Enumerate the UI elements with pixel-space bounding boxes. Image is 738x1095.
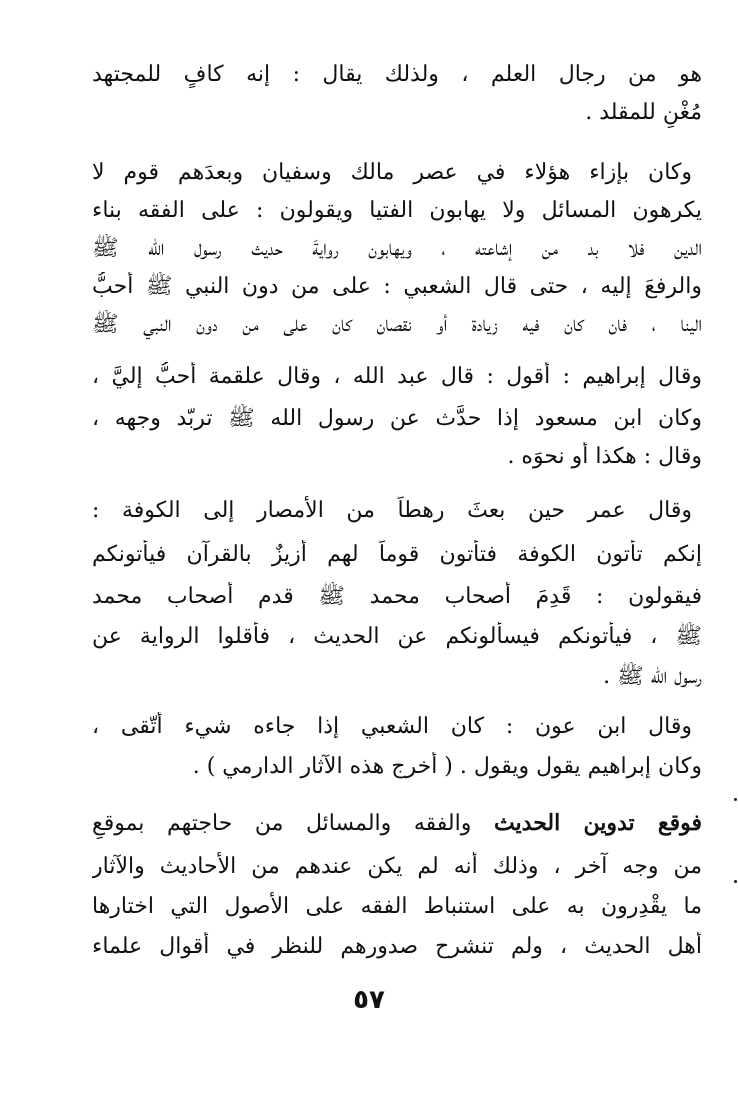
text-line: ما يقْدِرون به على استنباط الفقه على الأصول التي اختارها — [92, 894, 702, 919]
text-line: هو من رجال العلم ، ولذلك يقال : إنه كافٍ للمجتهد — [92, 62, 702, 87]
text-line: الينا ، فان كان فيه زيادة أو نقصان كان على من دون النبي ﷺ — [92, 312, 702, 337]
text-line: إنكم تأتون الكوفة فتأتون قوماً لهم أزيزٌ بالقرآن فيأتونكم — [92, 542, 702, 567]
text-span: والفقه والمسائل من حاجتهم بموقعٍ — [92, 811, 494, 836]
text-line: رسول الله ﷺ . — [603, 664, 702, 689]
text-line: وقال عمر حين بعثَ رهطاً من الأمصار إلى الكوفة : — [92, 498, 692, 523]
scan-speck — [734, 798, 737, 801]
text-line: وكان ابن مسعود إذا حدَّث عن رسول الله ﷺ تربّد وجهه ، — [92, 406, 702, 431]
text-line: من وجه آخر ، وذلك أنه لم يكن عندهم من الأحاديث والآثار — [92, 854, 702, 879]
text-line: وقال : هكذا أو نحوَه . — [507, 444, 702, 469]
text-line: وقال إبراهيم : أقول : قال عبد الله ، وقال علقمة أحبُّ إليَّ ، — [92, 364, 702, 389]
scan-speck — [734, 880, 737, 883]
text-line: وكان بإزاء هؤلاء في عصر مالك وسفيان وبعدَهم قوم لا — [92, 160, 692, 185]
page-number: ٥٧ — [353, 985, 385, 1015]
text-line — [92, 808, 702, 839]
text-line: وكان إبراهيم يقول ويقول . ( أخرج هذه الآثار الدارمي ) . — [192, 754, 702, 779]
text-line: فيقولون : قَدِمَ أصحاب محمد ﷺ قدم أصحاب محمد — [92, 584, 702, 609]
text-line: مُغْنٍ للمقلد . — [585, 100, 702, 125]
text-line: ﷺ ، فيأتونكم فيسألونكم عن الحديث ، فأقلوا الرواية عن — [92, 624, 702, 649]
bold-lead-phrase: فوقع تدوين الحديث — [493, 810, 702, 836]
text-line: وقال ابن عون : كان الشعبي إذا جاءه شيء أتّقى ، — [92, 714, 692, 739]
text-line: أهل الحديث ، ولم تنشرح صدورهم للنظر في أقوال علماء — [92, 934, 702, 959]
text-line: يكرهون المسائل ولا يهابون الفتيا ويقولون : على الفقه بناء — [92, 198, 702, 223]
text-line: والرفعَ إليه ، حتى قال الشعبي : على من دون النبي ﷺ أحبُّ — [92, 274, 702, 299]
text-line: الدين فلا بد من إشاعته ، ويهابون روايةَ حديث رسول الله ﷺ — [92, 236, 702, 261]
